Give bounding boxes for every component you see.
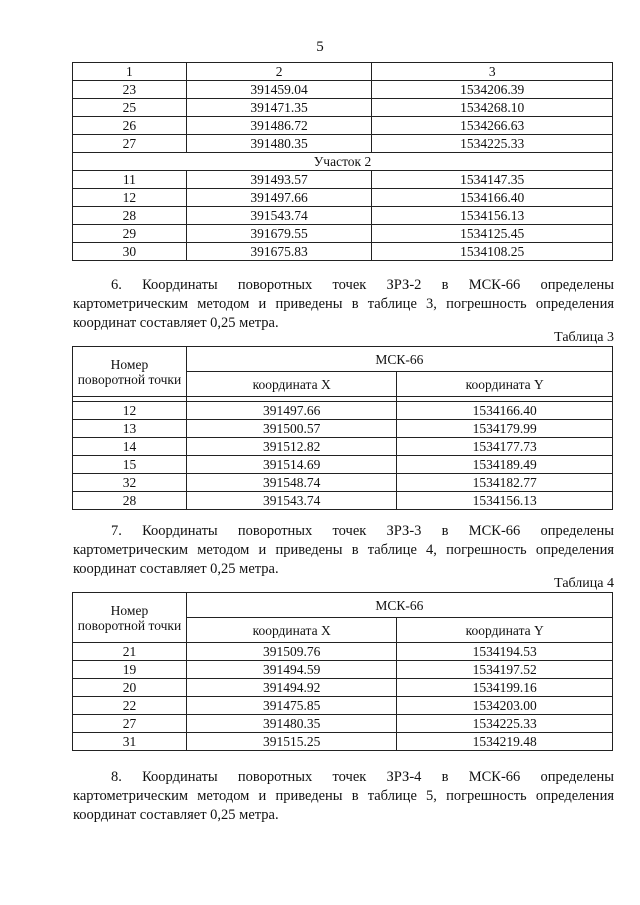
x-cell: 391486.72 [186, 117, 372, 135]
col-x-header: координата X [186, 372, 397, 397]
point-cell: 28 [73, 207, 187, 225]
table-4-caption: Таблица 4 [554, 576, 614, 591]
x-cell: 391543.74 [186, 207, 372, 225]
y-cell: 1534189.49 [397, 456, 613, 474]
y-cell: 1534268.10 [372, 99, 613, 117]
y-cell: 1534206.39 [372, 81, 613, 99]
table-row [73, 679, 613, 697]
y-cell: 1534179.99 [397, 420, 613, 438]
section-label: Участок 2 [73, 153, 613, 171]
table-row [73, 99, 613, 117]
col-system-header: МСК-66 [186, 347, 612, 372]
x-cell: 391497.66 [186, 189, 372, 207]
x-cell: 391493.57 [186, 171, 372, 189]
table-row [73, 438, 613, 456]
point-cell: 21 [73, 643, 187, 661]
paragraph-6-text: 6. Координаты поворотных точек ЗРЗ-2 в МСК-66 определены картометрическим методом и приведены в таблице 3, погрешность определения координат составляет 0,25 метра. [73, 277, 614, 331]
point-cell: 12 [73, 402, 187, 420]
y-cell: 1534125.45 [372, 225, 613, 243]
table-4 [72, 592, 613, 751]
x-cell: 391548.74 [186, 474, 397, 492]
table-row [73, 492, 613, 510]
paragraph-6 [73, 276, 614, 333]
y-cell: 1534266.63 [372, 117, 613, 135]
header-cell: 1 [73, 63, 187, 81]
section-row [73, 153, 613, 171]
point-cell: 15 [73, 456, 187, 474]
col-point-header: Номер поворотной точки [73, 347, 187, 397]
point-cell: 25 [73, 99, 187, 117]
table-row [73, 117, 613, 135]
header-cell: 2 [186, 63, 372, 81]
x-cell: 391480.35 [186, 135, 372, 153]
x-cell: 391497.66 [186, 402, 397, 420]
point-cell: 19 [73, 661, 187, 679]
x-cell: 391459.04 [186, 81, 372, 99]
point-cell: 27 [73, 135, 187, 153]
point-cell: 14 [73, 438, 187, 456]
point-cell: 11 [73, 171, 187, 189]
coordinates-table-continued [72, 62, 613, 261]
point-cell: 26 [73, 117, 187, 135]
page-number: 5 [316, 39, 324, 55]
paragraph-7-text: 7. Координаты поворотных точек ЗРЗ-3 в МСК-66 определены картометрическим методом и приведены в таблице 4, погрешность определения координат составляет 0,25 метра. [73, 523, 614, 577]
point-cell: 32 [73, 474, 187, 492]
x-cell: 391471.35 [186, 99, 372, 117]
point-cell: 12 [73, 189, 187, 207]
table-3-caption: Таблица 3 [554, 330, 614, 345]
y-cell: 1534108.25 [372, 243, 613, 261]
col-y-header: координата Y [397, 618, 613, 643]
table-row [73, 474, 613, 492]
point-cell: 23 [73, 81, 187, 99]
point-cell: 20 [73, 679, 187, 697]
col-y-header: координата Y [397, 372, 613, 397]
x-cell: 391494.92 [186, 679, 397, 697]
paragraph-8-text: 8. Координаты поворотных точек ЗРЗ-4 в МСК-66 определены картометрическим методом и приведены в таблице 5, погрешность определения координат составляет 0,25 метра. [73, 769, 614, 823]
col-system-header: МСК-66 [186, 593, 612, 618]
table-row [73, 697, 613, 715]
point-cell: 31 [73, 733, 187, 751]
x-cell: 391675.83 [186, 243, 372, 261]
table-row [73, 81, 613, 99]
x-cell: 391515.25 [186, 733, 397, 751]
table-4-header-top [73, 593, 613, 618]
table-row [73, 420, 613, 438]
y-cell: 1534194.53 [397, 643, 613, 661]
y-cell: 1534197.52 [397, 661, 613, 679]
x-cell: 391500.57 [186, 420, 397, 438]
table-row [73, 207, 613, 225]
x-cell: 391512.82 [186, 438, 397, 456]
table-row [73, 715, 613, 733]
table-3-header-top [73, 347, 613, 372]
col-x-header: координата X [186, 618, 397, 643]
y-cell: 1534156.13 [397, 492, 613, 510]
paragraph-8 [73, 768, 614, 825]
point-cell: 30 [73, 243, 187, 261]
x-cell: 391543.74 [186, 492, 397, 510]
x-cell: 391494.59 [186, 661, 397, 679]
y-cell: 1534225.33 [372, 135, 613, 153]
y-cell: 1534225.33 [397, 715, 613, 733]
table-row [73, 402, 613, 420]
y-cell: 1534156.13 [372, 207, 613, 225]
col-point-header: Номер поворотной точки [73, 593, 187, 643]
table-row [73, 135, 613, 153]
table-row [73, 189, 613, 207]
point-cell: 22 [73, 697, 187, 715]
table-row [73, 171, 613, 189]
y-cell: 1534166.40 [397, 402, 613, 420]
y-cell: 1534219.48 [397, 733, 613, 751]
y-cell: 1534166.40 [372, 189, 613, 207]
y-cell: 1534147.35 [372, 171, 613, 189]
x-cell: 391679.55 [186, 225, 372, 243]
table-row [73, 456, 613, 474]
y-cell: 1534182.77 [397, 474, 613, 492]
x-cell: 391509.76 [186, 643, 397, 661]
table-row [73, 243, 613, 261]
x-cell: 391475.85 [186, 697, 397, 715]
table-row [73, 643, 613, 661]
header-cell: 3 [372, 63, 613, 81]
point-cell: 29 [73, 225, 187, 243]
x-cell: 391480.35 [186, 715, 397, 733]
y-cell: 1534199.16 [397, 679, 613, 697]
paragraph-7 [73, 522, 614, 579]
table-header-row [73, 63, 613, 81]
y-cell: 1534203.00 [397, 697, 613, 715]
x-cell: 391514.69 [186, 456, 397, 474]
table-row [73, 661, 613, 679]
y-cell: 1534177.73 [397, 438, 613, 456]
point-cell: 27 [73, 715, 187, 733]
table-row [73, 225, 613, 243]
table-row [73, 733, 613, 751]
point-cell: 28 [73, 492, 187, 510]
point-cell: 13 [73, 420, 187, 438]
table-3 [72, 346, 613, 510]
